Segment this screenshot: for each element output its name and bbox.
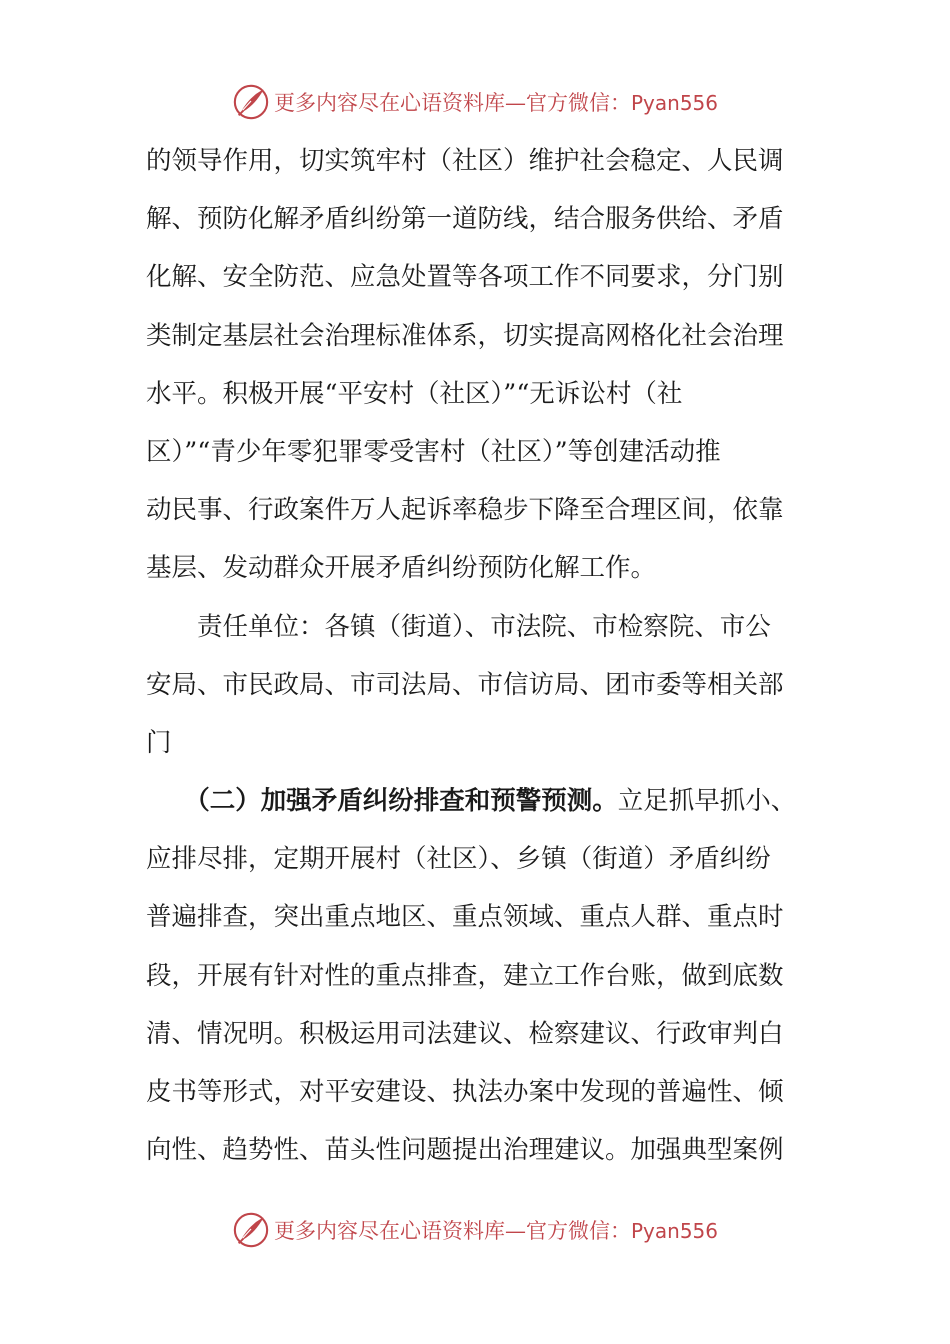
text-line: 向性、趋势性、苗头性问题提出治理建议。加强典型案例	[146, 1135, 784, 1166]
document-body	[146, 132, 806, 1179]
watermark-footer	[0, 1210, 950, 1250]
text-line: 普遍排查，突出重点地区、重点领域、重点人群、重点时	[146, 902, 784, 933]
section-heading: （二）加强矛盾纠纷排查和预警预测。	[197, 786, 618, 817]
quill-logo-icon	[232, 83, 270, 121]
quill-logo-icon	[232, 1211, 270, 1249]
text-line: 类制定基层社会治理标准体系，切实提高网格化社会治理	[146, 320, 784, 351]
section-2	[146, 772, 806, 1179]
text-line: 水平。积极开展“平安村（社区）”“无诉讼村（社	[146, 378, 683, 409]
responsible-units	[146, 598, 806, 773]
watermark-text: 更多内容尽在心语资料库—官方微信：Pyan556	[273, 91, 718, 115]
text-line: 责任单位：各镇（街道）、市法院、市检察院、市公	[146, 611, 771, 642]
text-line: 的领导作用，切实筑牢村（社区）维护社会稳定、人民调	[146, 146, 784, 176]
text-line: 解、预防化解矛盾纠纷第一道防线，结合服务供给、矛盾	[146, 204, 784, 235]
text-line: 基层、发动群众开展矛盾纠纷预防化解工作。	[146, 553, 657, 584]
text-line: 区）”“青少年零犯罪零受害村（社区）”等创建活动推	[146, 436, 721, 467]
text-line: 安局、市民政局、市司法局、市信访局、团市委等相关部	[146, 669, 784, 700]
text-line: 动民事、行政案件万人起诉率稳步下降至合理区间，依靠	[146, 495, 784, 526]
text-line: 段，开展有针对性的重点排查，建立工作台账，做到底数	[146, 960, 784, 991]
text-line: 应排尽排，定期开展村（社区）、乡镇（街道）矛盾纠纷	[146, 844, 771, 875]
text-line: 皮书等形式，对平安建设、执法办案中发现的普遍性、倾	[146, 1077, 784, 1107]
watermark-text: 更多内容尽在心语资料库—官方微信：Pyan556	[273, 1219, 718, 1243]
text-line: 清、情况明。积极运用司法建议、检察建议、行政审判白	[146, 1018, 784, 1049]
paragraph-1	[146, 132, 806, 598]
watermark-header	[0, 82, 950, 122]
text-line: 门	[146, 727, 172, 758]
text-line: 化解、安全防范、应急处置等各项工作不同要求，分门别	[146, 262, 784, 293]
section-heading-line: （二）加强矛盾纠纷排查和预警预测。立足抓早抓小、	[197, 786, 797, 817]
